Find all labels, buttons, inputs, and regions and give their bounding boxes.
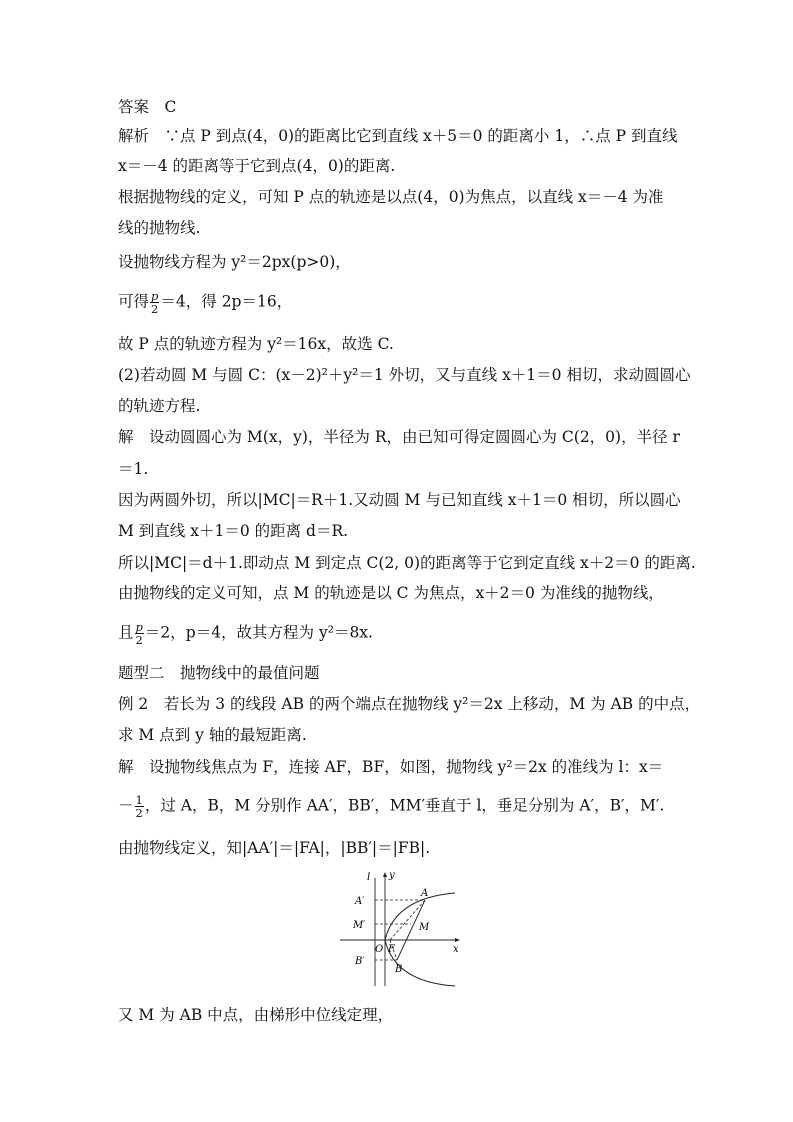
definition-line-2: 线的抛物线. <box>118 219 201 237</box>
label-b-prime: B′ <box>355 956 365 967</box>
label-a-prime: A′ <box>355 896 365 907</box>
parabola-figure <box>335 868 465 990</box>
equation-setup-line: 设抛物线方程为 y²＝2px(p>0)， <box>118 253 351 271</box>
kede-text: 可得 <box>118 292 150 311</box>
solution-line-3: 因为两圆外切，所以|MC|＝R＋1.又动圆 M 与已知直线 x＋1＝0 相切，所以圆心 <box>118 491 681 509</box>
fraction-line-3-rest: ，过 A，B，M 分别作 AA′，BB′，MM′垂直于 l，垂足分别为 A′，B′，M′. <box>144 796 665 815</box>
frac-numerator: p <box>151 289 159 303</box>
section-heading: 题型二 抛物线中的最值问题 <box>118 664 320 682</box>
frac-denominator-c: 2 <box>135 806 143 820</box>
frac-numerator-b: p <box>135 620 143 634</box>
solution-line-6: 由抛物线的定义可知，点 M 的轨迹是以 C 为焦点，x＋2＝0 为准线的抛物线， <box>118 584 664 602</box>
solution-line-1: 解 设动圆圆心为 M(x，y)，半径为 R，由已知可得定圆圆心为 C(2，0)，半径 r <box>118 428 680 446</box>
label-o: O <box>375 944 384 955</box>
label-x: x <box>453 944 459 955</box>
fraction-1-over-2 <box>135 794 144 819</box>
example2-line-1: 例 2 若长为 3 的线段 AB 的两个端点在抛物线 y²＝2x 上移动，M 为 AB 的中点， <box>118 695 701 713</box>
fraction-line-1-rest: ，得 2p＝16， <box>185 292 293 311</box>
solution-line-4: M 到直线 x＋1＝0 的距离 d＝R. <box>118 522 349 540</box>
label-m-prime: M′ <box>353 920 366 931</box>
label-b: B <box>395 964 403 975</box>
label-l: l <box>367 872 371 883</box>
solution-line-5: 所以|MC|＝d＋1.即动点 M 到定点 C(2, 0)的距离等于它到定直线 x＋2＝0 的距离. <box>118 554 696 572</box>
frac-denominator: 2 <box>151 302 159 316</box>
parabola-diagram <box>335 868 465 990</box>
example2-line-2: 求 M 点到 y 轴的最短距离. <box>118 726 307 744</box>
fraction-p-over-2 <box>150 290 159 315</box>
qie-text: 且 <box>118 623 134 642</box>
solution-line-2: ＝1. <box>118 460 149 478</box>
y-axis-arrow-icon <box>383 872 387 877</box>
question2-line-1: (2)若动圆 M 与圆 C：(x－2)²＋y²＝1 外切，又与直线 x＋1＝0 相切，求动圆圆心 <box>118 366 691 384</box>
fraction-line-2 <box>118 621 678 646</box>
trajectory-line: 故 P 点的轨迹方程为 y²＝16x，故选 C. <box>118 335 394 353</box>
label-m: M <box>419 922 430 933</box>
analysis-line-1: 解析 ∵点 P 到点(4，0)的距离比它到直线 x＋5＝0 的距离小 1，∴点 P 到直线 <box>118 127 678 145</box>
eq4-text: ＝4 <box>160 292 186 311</box>
label-a: A <box>421 888 429 899</box>
question2-line-2: 的轨迹方程. <box>118 397 201 415</box>
frac-denominator-b: 2 <box>135 633 143 647</box>
definition-result-line: 由抛物线定义，知|AA′|＝|FA|，|BB′|＝|FB|. <box>118 839 431 857</box>
label-y: y <box>389 870 395 881</box>
eq2-text: ＝2 <box>144 623 171 642</box>
answer-line: 答案 C <box>118 98 177 116</box>
segment-af <box>390 900 425 940</box>
frac-numerator-c: 1 <box>135 793 143 807</box>
minus-sign: － <box>118 796 134 815</box>
fraction-p-over-2-b <box>135 621 144 646</box>
definition-line-1: 根据抛物线的定义，可知 P 点的轨迹是以点(4，0)为焦点，以直线 x＝－4 为准 <box>118 188 664 206</box>
x-axis-arrow-icon <box>455 938 460 942</box>
final-line: 又 M 为 AB 中点，由梯形中位线定理， <box>118 1006 394 1024</box>
fraction-line-1 <box>118 290 678 315</box>
label-f: F <box>388 944 395 955</box>
fraction-line-3 <box>118 794 678 819</box>
example2-solution-line-1: 解 设抛物线焦点为 F，连接 AF，BF，如图，抛物线 y²＝2x 的准线为 l：x＝ <box>118 758 664 776</box>
fraction-line-2-rest: ，p＝4，故其方程为 y²＝8x. <box>170 623 373 642</box>
analysis-line-2: x＝－4 的距离等于它到点(4，0)的距离. <box>118 157 396 175</box>
